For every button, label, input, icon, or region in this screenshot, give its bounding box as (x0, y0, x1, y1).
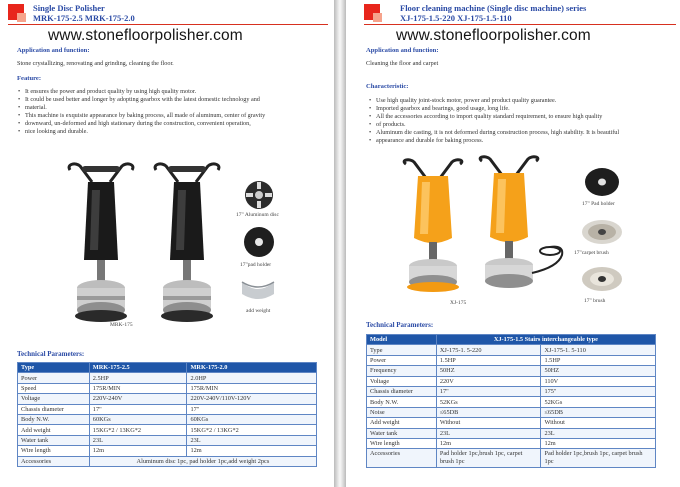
feature-item: • It could be used better and longer by adopting gearbox with the latest domestic technology and (17, 96, 322, 104)
table-row (367, 449, 656, 468)
header-cell: XJ-175-1.5 Stairs interchangeable type (436, 335, 655, 345)
table-cell: 1.5HP (541, 355, 656, 365)
header-cell: MRK-175-2.0 (187, 363, 317, 373)
header-rule (364, 24, 676, 25)
brand-logo (8, 4, 24, 20)
header-rule (8, 24, 328, 25)
table-cell: 52KGs (436, 397, 541, 407)
table-row (18, 404, 317, 414)
table-header-row (367, 335, 656, 345)
accessory-caption: 17"carpet brush (574, 250, 609, 256)
accessory-caption: 17"pad holder (240, 262, 272, 268)
table-cell: Noise (367, 407, 437, 417)
aluminum-disc-icon (240, 180, 278, 210)
header-cell: Model (367, 335, 437, 345)
website-watermark[interactable]: www.stonefloorpolisher.com (396, 27, 591, 44)
accessory-caption: 17" brush (584, 298, 606, 304)
cleaning-machine-image (466, 155, 566, 300)
table-cell: 2.0HP (187, 373, 317, 383)
table-cell: 17" (436, 386, 541, 396)
table-cell: 15KG*2 / 13KG*2 (187, 425, 317, 435)
application-heading: Application and function: (17, 47, 90, 54)
spec-table (17, 362, 317, 467)
table-row (367, 397, 656, 407)
polisher-machine-image (148, 160, 226, 330)
table-cell: Chassis diameter (18, 404, 90, 414)
table-row (367, 376, 656, 386)
table-row (367, 345, 656, 355)
table-row (18, 373, 317, 383)
application-heading: Application and function: (366, 47, 439, 54)
tech-params-heading: Technical Parameters: (366, 321, 434, 329)
application-text: Cleaning the floor and carpet (366, 60, 439, 67)
table-cell: Power (18, 373, 90, 383)
table-cell: 175R/MIN (187, 383, 317, 393)
table-cell: 175R/MIN (89, 383, 187, 393)
page-title: Single Disc Polisher (33, 3, 105, 13)
website-watermark[interactable]: www.stonefloorpolisher.com (48, 27, 243, 44)
brand-logo (364, 4, 380, 20)
table-row (367, 386, 656, 396)
table-row (18, 414, 317, 424)
pad-holder-icon (240, 226, 278, 258)
table-row (367, 366, 656, 376)
machine-caption: MRK-175 (110, 322, 133, 328)
brush-icon (580, 264, 624, 294)
table-cell: Speed (18, 383, 90, 393)
table-cell: XJ-175-1. 5-220 (436, 345, 541, 355)
table-cell: Accessories (367, 449, 437, 468)
table-cell: Without (541, 418, 656, 428)
table-cell: 15KG*2 / 13KG*2 (89, 425, 187, 435)
table-cell: 220V (436, 376, 541, 386)
characteristic-item: • Use high quality joint-stock motor, power and product quality guarantee. (368, 97, 673, 105)
table-cell: Accessories (18, 456, 90, 466)
header-cell: Type (18, 363, 90, 373)
add-weight-icon (238, 274, 278, 304)
table-row (18, 394, 317, 404)
table-cell: 2.5HP (89, 373, 187, 383)
table-cell: Pad holder 1pc,brush 1pc, carpet brush 1pc (436, 449, 541, 468)
polisher-machine-image (62, 160, 140, 330)
header-cell: MRK-175-2.5 (89, 363, 187, 373)
spec-table (366, 334, 656, 468)
table-cell: Power (367, 355, 437, 365)
table-cell: 52KGs (541, 397, 656, 407)
characteristic-item: • Imported gearbox and bearings, good usage, long life. (368, 105, 673, 113)
table-cell: 17" (89, 404, 187, 414)
table-cell: 1.5HP (436, 355, 541, 365)
table-row (18, 435, 317, 445)
carpet-brush-icon (580, 217, 624, 247)
book-spine (334, 0, 346, 487)
table-cell: 23L (541, 428, 656, 438)
table-cell: Voltage (18, 394, 90, 404)
table-row (18, 425, 317, 435)
table-row (367, 355, 656, 365)
feature-item-continued: • material. (17, 104, 322, 112)
table-cell: Frequency (367, 366, 437, 376)
right-page (346, 0, 680, 487)
feature-list (17, 88, 322, 136)
cleaning-machine-image (394, 158, 472, 298)
feature-item: • This machine is exquisite appearance by baking process, all made of aluminum, center of gravity (17, 112, 322, 120)
accessory-caption: 17" Pad holder (582, 201, 615, 207)
feature-item-continued: • nice looking and durable. (17, 128, 322, 136)
characteristic-item-continued: • of products. (368, 121, 673, 129)
table-row (367, 418, 656, 428)
table-cell: Chassis diameter (367, 386, 437, 396)
table-row (18, 456, 317, 466)
table-cell: 110V (541, 376, 656, 386)
table-cell: Voltage (367, 376, 437, 386)
table-cell: 60KGs (89, 414, 187, 424)
machine-caption: XJ-175 (450, 300, 467, 306)
pad-holder-icon (582, 166, 622, 198)
table-row (367, 407, 656, 417)
table-cell: ≤65DB (436, 407, 541, 417)
table-cell: Pad holder 1pc,brush 1pc, carpet brush 1pc (541, 449, 656, 468)
table-cell: Add weight (18, 425, 90, 435)
accessory-caption: 17" Aluminum disc (236, 212, 279, 218)
table-cell: XJ-175-1. 5-110 (541, 345, 656, 355)
tech-params-heading: Technical Parameters: (17, 350, 85, 358)
table-cell: Without (436, 418, 541, 428)
table-cell: Type (367, 345, 437, 355)
table-cell: 17" (187, 404, 317, 414)
table-cell: 175" (541, 386, 656, 396)
table-cell: Aluminum disc 1pc, pad holder 1pc,add weight 2pcs (89, 456, 316, 466)
table-cell: Wire length (18, 446, 90, 456)
table-cell: 12m (89, 446, 187, 456)
feature-heading: Feature: (17, 75, 42, 82)
model-numbers: MRK-175-2.5 MRK-175-2.0 (33, 13, 135, 23)
table-cell: Water tank (367, 428, 437, 438)
table-cell: 50HZ (436, 366, 541, 376)
table-row (367, 428, 656, 438)
table-row (18, 446, 317, 456)
table-cell: Add weight (367, 418, 437, 428)
table-cell: Body N.W. (18, 414, 90, 424)
characteristic-item: • Aluminum die casting, it is not deformed during construction process, high stability. It is beautiful (368, 129, 673, 137)
table-cell: Water tank (18, 435, 90, 445)
feature-item-continued: • downward, un-deformed and high stationary during the construction, convenient operation, (17, 120, 322, 128)
table-cell: 12m (436, 438, 541, 448)
table-cell: 23L (436, 428, 541, 438)
table-cell: 23L (89, 435, 187, 445)
table-header-row (18, 363, 317, 373)
table-cell: ≤65DB (541, 407, 656, 417)
table-cell: 50HZ (541, 366, 656, 376)
table-cell: 23L (187, 435, 317, 445)
accessory-caption: add weight (246, 308, 271, 314)
characteristic-list (368, 97, 673, 145)
table-cell: 12m (187, 446, 317, 456)
characteristic-item: • All the accessories according to import quality standard requirement, to ensure high quality (368, 113, 673, 121)
table-cell: 60KGs (187, 414, 317, 424)
table-cell: Body N.W. (367, 397, 437, 407)
characteristic-heading: Characteristic: (366, 83, 409, 90)
feature-item: • It ensures the power and product quality by using high quality motor. (17, 88, 322, 96)
characteristic-item-continued: • appearance and durable for baking process. (368, 137, 673, 145)
table-row (18, 383, 317, 393)
application-text: Stone crystallizing, renovating and grinding, cleaning the floor. (17, 60, 174, 67)
table-cell: 220V-240V (89, 394, 187, 404)
left-page (0, 0, 334, 487)
model-numbers: XJ-175-1.5-220 XJ-175-1.5-110 (400, 13, 512, 23)
page-title: Floor cleaning machine (Single disc machine) series (400, 3, 587, 13)
table-cell: 12m (541, 438, 656, 448)
table-cell: Wire length (367, 438, 437, 448)
table-row (367, 438, 656, 448)
table-cell: 220V-240V/110V-120V (187, 394, 317, 404)
